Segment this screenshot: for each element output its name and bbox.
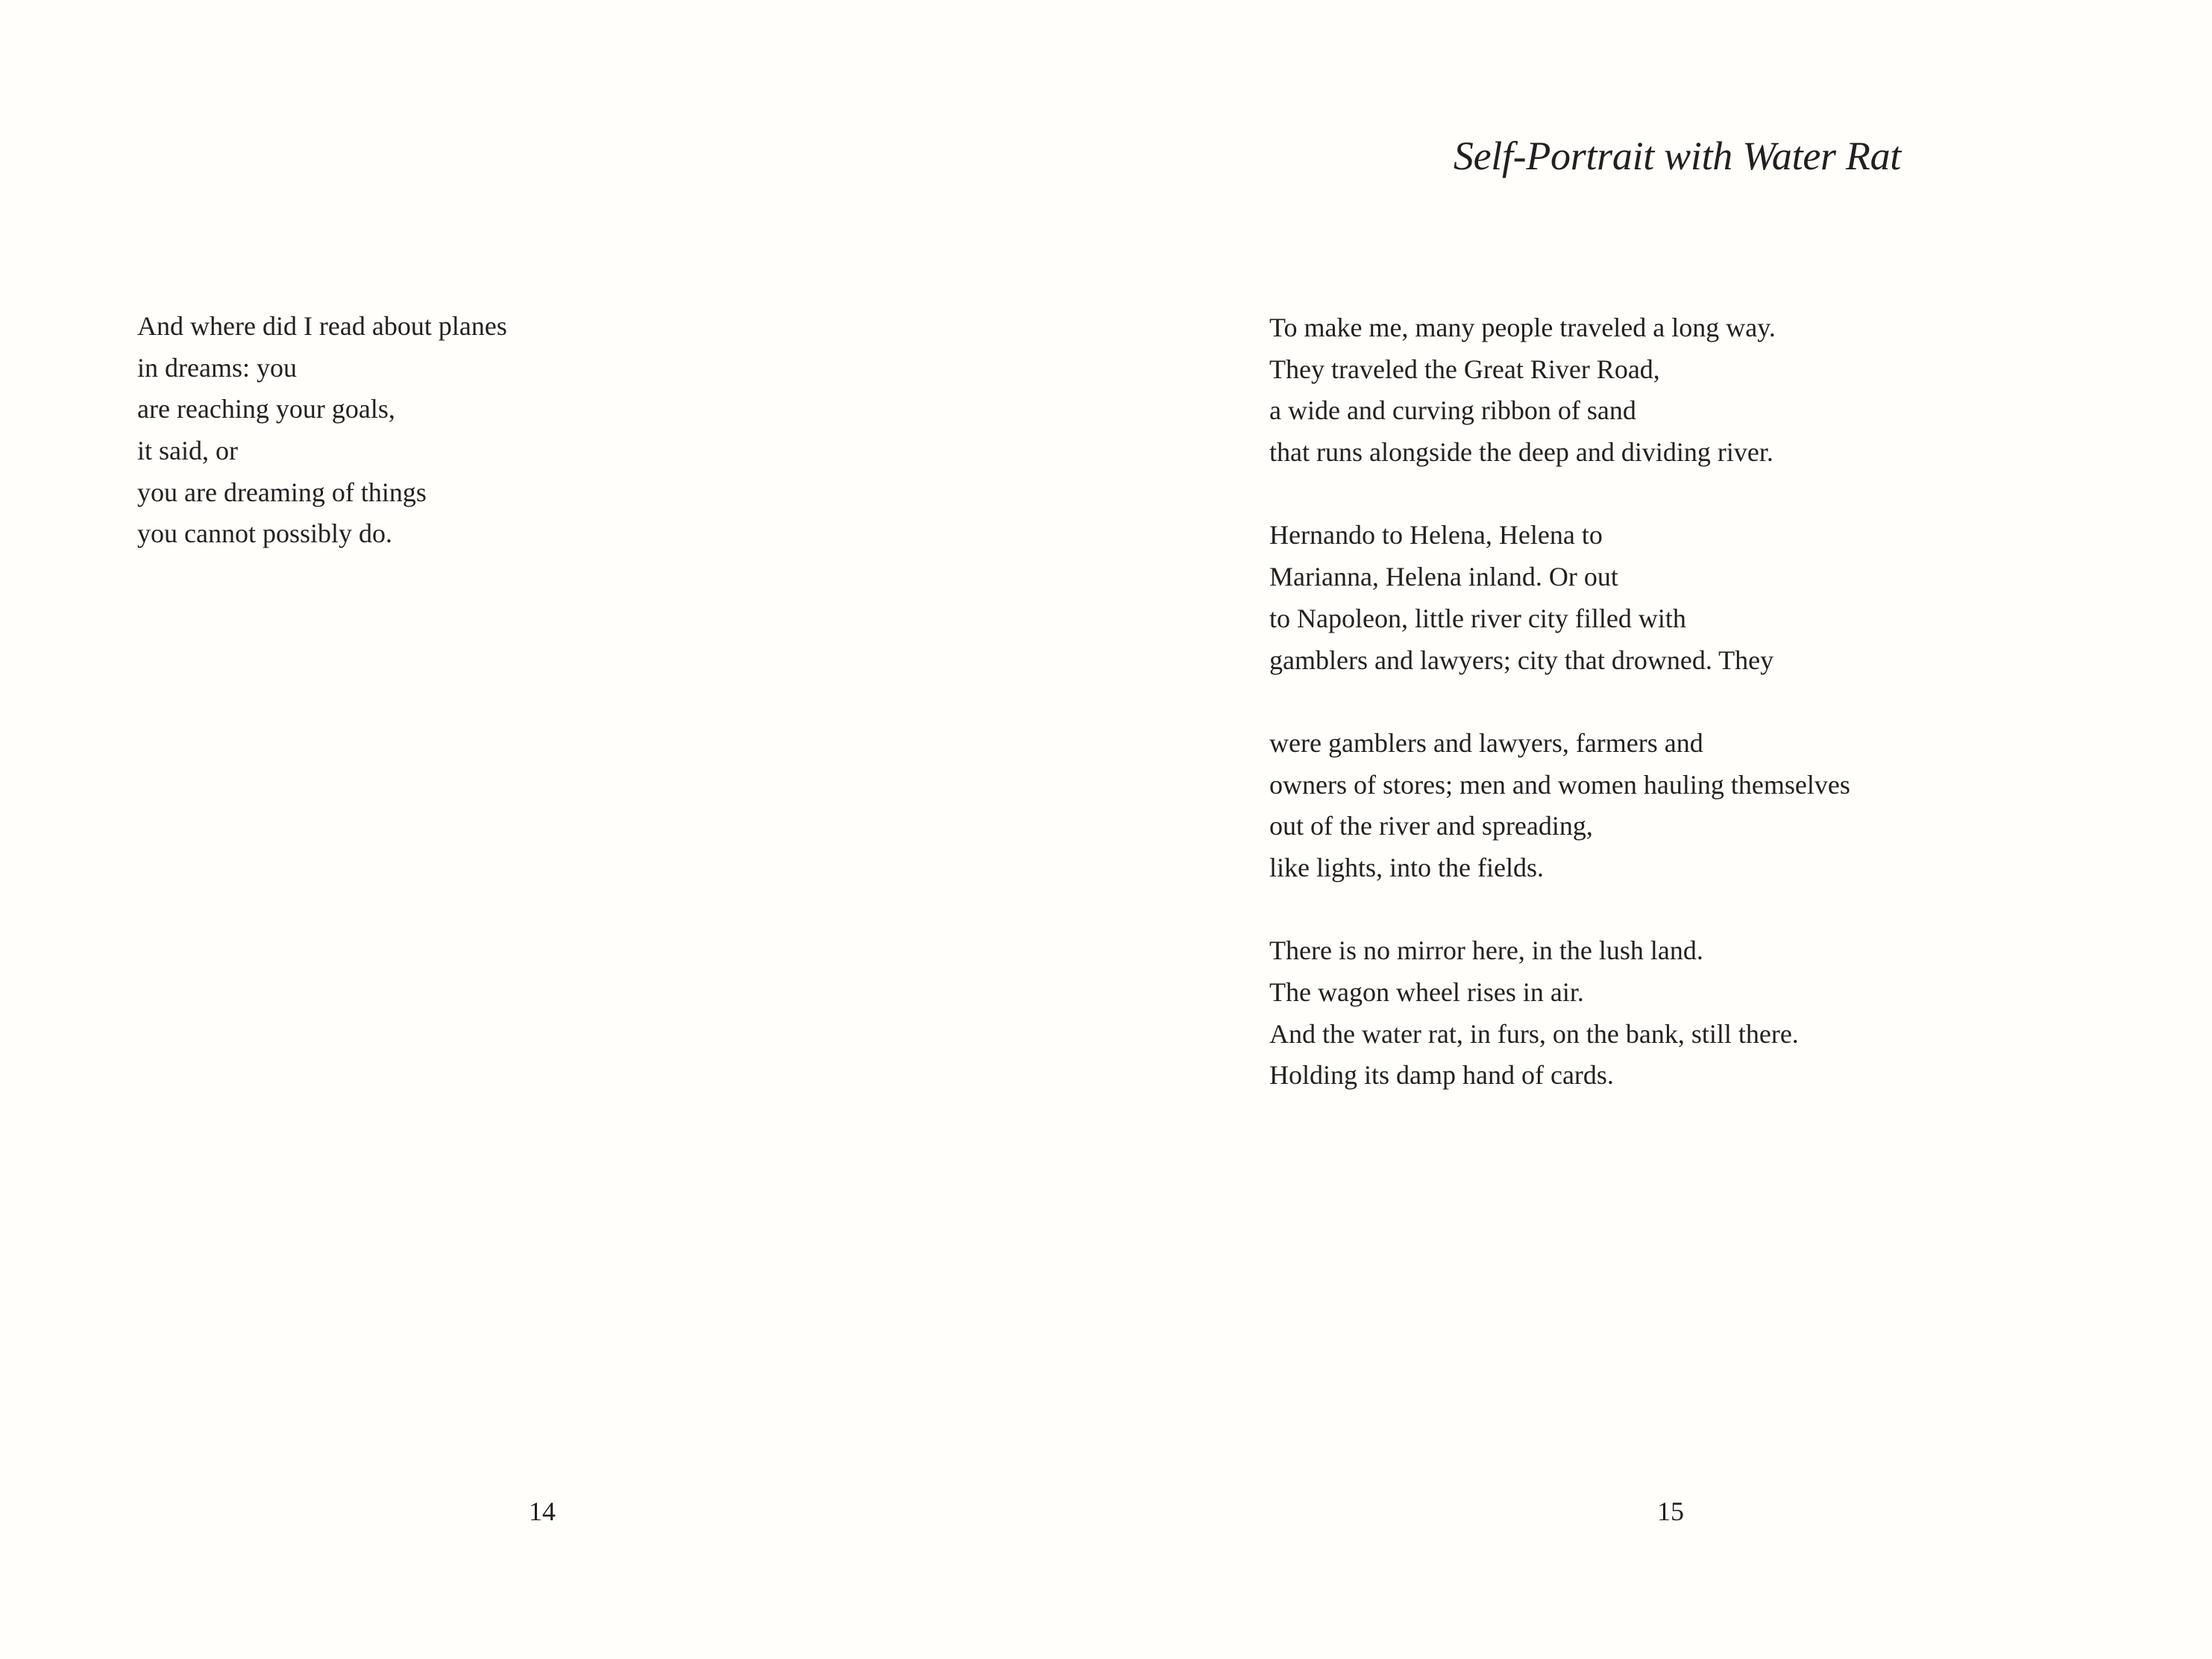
poem-continuation bbox=[137, 306, 507, 555]
poem-body bbox=[1269, 307, 1850, 1097]
poem-line: that runs alongside the deep and dividing river. bbox=[1269, 437, 1773, 468]
poem-line: They traveled the Great River Road, bbox=[1269, 354, 1660, 384]
stanza-break bbox=[1269, 474, 1850, 515]
poem-line: owners of stores; men and women hauling themselves bbox=[1269, 769, 1850, 800]
poem-title: Self-Portrait with Water Rat bbox=[1453, 134, 1901, 178]
stanza-3 bbox=[1269, 723, 1850, 889]
poem-line: There is no mirror here, in the lush land. bbox=[1269, 935, 1703, 966]
poem-line: were gamblers and lawyers, farmers and bbox=[1269, 727, 1703, 758]
stanza-4 bbox=[1269, 930, 1850, 1097]
page-number-right: 15 bbox=[1657, 1496, 1684, 1526]
poem-line: Hernando to Helena, Helena to bbox=[1269, 520, 1603, 551]
poem-line: Marianna, Helena inland. Or out bbox=[1269, 562, 1618, 592]
poem-line: are reaching your goals, bbox=[137, 394, 395, 424]
page-number-left: 14 bbox=[529, 1496, 556, 1526]
poem-line: to Napoleon, little river city filled with bbox=[1269, 603, 1686, 633]
stanza-2 bbox=[1269, 515, 1850, 681]
poem-line: it said, or bbox=[137, 436, 238, 466]
poem-line: out of the river and spreading, bbox=[1269, 811, 1593, 841]
stanza-break bbox=[1269, 681, 1850, 723]
poem-line: a wide and curving ribbon of sand bbox=[1269, 395, 1636, 426]
poem-line: like lights, into the fields. bbox=[1269, 852, 1544, 882]
poem-line: Holding its damp hand of cards. bbox=[1269, 1060, 1614, 1091]
poem-line: The wagon wheel rises in air. bbox=[1269, 977, 1584, 1007]
stanza-break bbox=[1269, 889, 1850, 931]
poem-line: And the water rat, in furs, on the bank, still there. bbox=[1269, 1018, 1799, 1049]
poem-line: you are dreaming of things bbox=[137, 477, 427, 507]
poem-line: in dreams: you bbox=[137, 352, 297, 383]
poem-line: And where did I read about planes bbox=[137, 311, 507, 341]
right-page bbox=[1106, 0, 2212, 1659]
poem-line: To make me, many people traveled a long way. bbox=[1269, 313, 1776, 342]
poem-line: gamblers and lawyers; city that drowned. They bbox=[1269, 645, 1774, 675]
poem-line: you cannot possibly do. bbox=[137, 518, 392, 549]
stanza-1 bbox=[1269, 307, 1850, 474]
